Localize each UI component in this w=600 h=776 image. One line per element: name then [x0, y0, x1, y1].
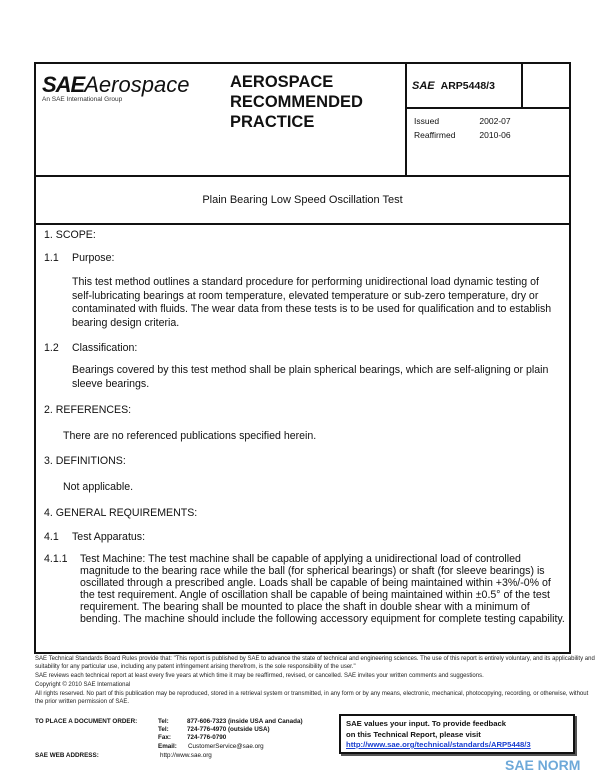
footer-rules: SAE Technical Standards Board Rules provide that: "This report is published by SAE to advance the state of technical and engineering sciences. The use of this report is entirely voluntary, and its applicability and suitability for any particular use, including any patent infringement arising therefrom, is the sole responsibility of the user." — [35, 656, 595, 670]
doc-type-line: RECOMMENDED — [230, 93, 363, 111]
logo-subtitle: An SAE International Group — [42, 96, 123, 103]
section-number: 1.2 — [44, 342, 59, 354]
fax-value: 724-776-0790 — [187, 734, 227, 741]
tel-value: 877-606-7323 (inside USA and Canada) — [187, 718, 303, 725]
section-heading: Test Apparatus: — [72, 531, 146, 543]
fax-label: Fax: — [158, 734, 171, 741]
tel-label: Tel: — [158, 718, 169, 725]
footer-review: SAE reviews each technical report at least every five years at which time it may be reaffirmed, revised, or cancelled. SAE invites your written comments and suggestions. — [35, 673, 484, 679]
paragraph: There are no referenced publications specified herein. — [63, 430, 317, 442]
divider — [405, 107, 571, 109]
issued-date: 2002-07 — [479, 116, 511, 126]
reaffirmed-date: 2010-06 — [479, 130, 511, 140]
feedback-box — [339, 714, 575, 754]
paragraph: Bearings covered by this test method shall be plain spherical bearings, which are self-aligning or plain sleeve bearings. — [72, 364, 549, 390]
section-number: 4.1 — [44, 531, 59, 543]
section-heading: 2. REFERENCES: — [44, 404, 132, 416]
paragraph: Test Machine: The test machine shall be capable of applying a unidirectional load of controlled magnitude to the bearing race while the ball (for spherical bearings) or shaft (for sleeve bearings) is oscillated through a prescribed angle. Loads shall be capable of being maintained within +3%/-0% of the test requirement. Angle of oscillation shall be capable of being maintained within ±0.5° of the test requirement. The bearing shall be mounted to place the shaft in double shear with a minimum of bending. The machine should include the following accessory equipment for complete testing capability. — [80, 553, 565, 625]
doc-type-line: AEROSPACE — [230, 73, 334, 91]
order-label: TO PLACE A DOCUMENT ORDER: — [35, 718, 138, 725]
reaffirmed-label: Reaffirmed — [414, 130, 456, 140]
email-label: Email: — [158, 743, 177, 750]
logo-aerospace: Aerospace — [84, 72, 190, 97]
section-number: 1.1 — [44, 252, 59, 264]
section-heading: 1. SCOPE: — [44, 229, 96, 241]
web-label: SAE WEB ADDRESS: — [35, 752, 99, 759]
document-number — [412, 80, 495, 92]
paragraph: This test method outlines a standard procedure for performing unidirectional load dynamic testing of self-lubricating bearings at room temperature, elevated temperature or sub-zero temperature, dry or contaminated with fluids. The wear data from these tests is to be used for qualification and to establish bearing design criteria. — [72, 276, 552, 329]
divider — [521, 62, 523, 108]
doc-number-value: ARP5448/3 — [440, 80, 495, 92]
logo-sae: SAE — [42, 72, 85, 97]
sae-aerospace-logo — [42, 72, 189, 103]
email-link[interactable]: CustomerService@sae.org — [188, 743, 264, 750]
watermark-logo: SAE NORM — [505, 757, 581, 773]
paragraph: Not applicable. — [63, 481, 134, 493]
footer-rights: All rights reserved. No part of this publication may be reproduced, stored in a retrieval system or transmitted, in any form or by any means, electronic, mechanical, photocopying, recording, or otherwise, without the prior written permission of SAE. — [35, 691, 589, 705]
section-heading: 3. DEFINITIONS: — [44, 455, 126, 467]
doc-type-line: PRACTICE — [230, 113, 315, 131]
issued-label: Issued — [414, 116, 440, 126]
divider — [405, 62, 407, 176]
tel2-label: Tel: — [158, 726, 169, 733]
footer-copyright: Copyright © 2010 SAE International — [35, 682, 131, 688]
section-heading: 4. GENERAL REQUIREMENTS: — [44, 507, 198, 519]
web-link[interactable]: http://www.sae.org — [160, 752, 212, 759]
document-title: Plain Bearing Low Speed Oscillation Test — [202, 194, 403, 206]
feedback-text: on this Technical Report, please visit — [346, 729, 481, 739]
section-heading: Classification: — [72, 342, 138, 354]
document-dates — [412, 113, 535, 143]
sae-small-logo: SAE — [412, 80, 435, 92]
document-type — [230, 72, 363, 132]
section-number: 4.1.1 — [44, 553, 68, 565]
tel2-value: 724-776-4970 (outside USA) — [187, 726, 270, 733]
feedback-text: SAE values your input. To provide feedback — [346, 719, 507, 728]
section-heading: Purpose: — [72, 252, 115, 264]
feedback-link[interactable]: http://www.sae.org/technical/standards/ARP5448/3 — [346, 740, 531, 749]
